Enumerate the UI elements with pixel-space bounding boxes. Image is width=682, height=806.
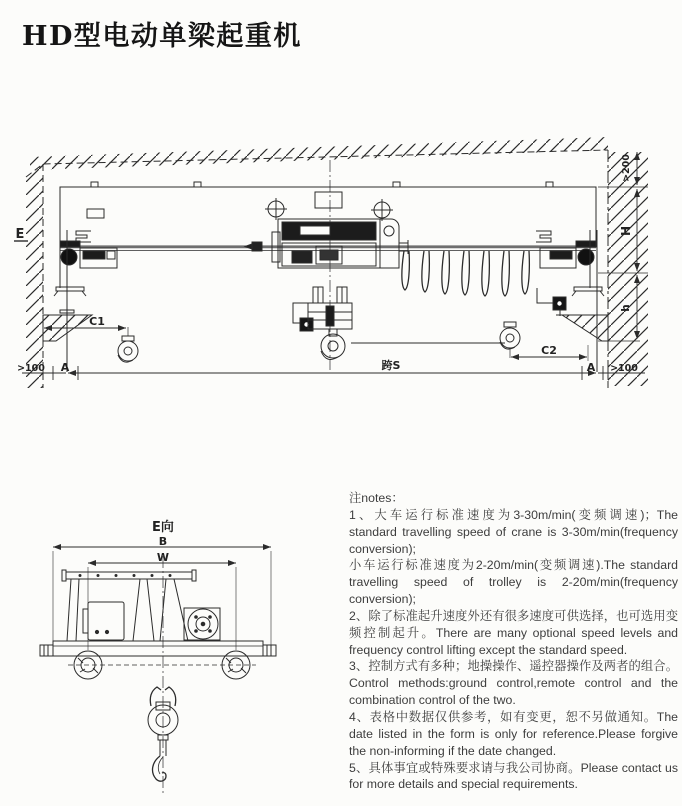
- runway-bracket: [556, 315, 608, 341]
- end-view-drawing: [0, 495, 345, 806]
- notes-heading: 注notes：: [349, 491, 404, 505]
- lifting-lug: [91, 182, 98, 187]
- hook-right-extreme: [500, 322, 520, 358]
- dim-h-minor-label: h: [620, 304, 632, 312]
- hook: [153, 756, 166, 781]
- ceiling-hatch: [30, 137, 608, 170]
- dim-span-label: 跨S: [381, 359, 401, 372]
- clearance-top-label: >200: [621, 154, 632, 182]
- girder: [60, 160, 596, 370]
- left-wall-hatch: [26, 166, 43, 388]
- buffer: [40, 645, 53, 656]
- end-view-title: E向: [152, 520, 174, 535]
- left-end-truck: [43, 230, 117, 372]
- trolley-frame: [62, 570, 220, 641]
- page-title: HD型电动单梁起重机: [22, 21, 302, 52]
- festoon-cable-loops: [402, 251, 529, 296]
- view-e-label: E: [15, 227, 25, 242]
- dim-a-right-label: A: [586, 361, 596, 374]
- notes-section: [349, 490, 678, 793]
- note-item: 5、具体事宜或特殊要求请与我公司协商。Please contact us for more details and special requirements.: [349, 760, 678, 792]
- end-carriage: [40, 641, 276, 679]
- dim-w-label: W: [156, 551, 170, 564]
- clearance-right-label: >100: [610, 363, 638, 374]
- lifting-lug: [393, 182, 400, 187]
- dim-h-major-label: H: [619, 225, 633, 237]
- hoist-motor: [88, 602, 124, 640]
- main-elevation-drawing: [0, 100, 682, 400]
- dim-c2-label: C2: [541, 344, 557, 357]
- dim-a-left-label: A: [60, 361, 70, 374]
- hook-left-extreme: [118, 327, 138, 362]
- note-item: 4、表格中数据仅供参考，如有变更，恕不另做通知。The date listed in the form is only for reference.Please forgive the non-informing if the date changed.: [349, 709, 678, 758]
- note-item: 3、控制方式有多种；地操操作、遥控器操作及两者的组合。Control methods:ground control,remote control and the combination control of the two.: [349, 659, 678, 708]
- dim-b-label: B: [158, 535, 168, 548]
- cable-arm: [537, 288, 553, 303]
- clearance-left-label: >100: [17, 363, 45, 374]
- note-item: 小车运行标准速度为2-20m/min(变频调速).The standard travelling speed of trolley is 2-20m/min(frequency conversion);: [349, 558, 678, 607]
- hook-block: [308, 287, 505, 359]
- note-item: 2、除了标准起升速度外还有很多速度可供选择，也可选用变频控制起升。There are many optional speed levels and frequency control lifting except the standard speed.: [349, 608, 678, 657]
- hook: [321, 334, 345, 358]
- dim-c1-label: C1: [89, 315, 105, 328]
- note-item: 1、大车运行标准速度为3-30m/min(变频调速)；The standard travelling speed of crane is 3-30m/min(frequency conversion);: [349, 507, 678, 556]
- lifting-lug: [194, 182, 201, 187]
- buffer: [263, 645, 276, 656]
- lifting-lug: [546, 182, 553, 187]
